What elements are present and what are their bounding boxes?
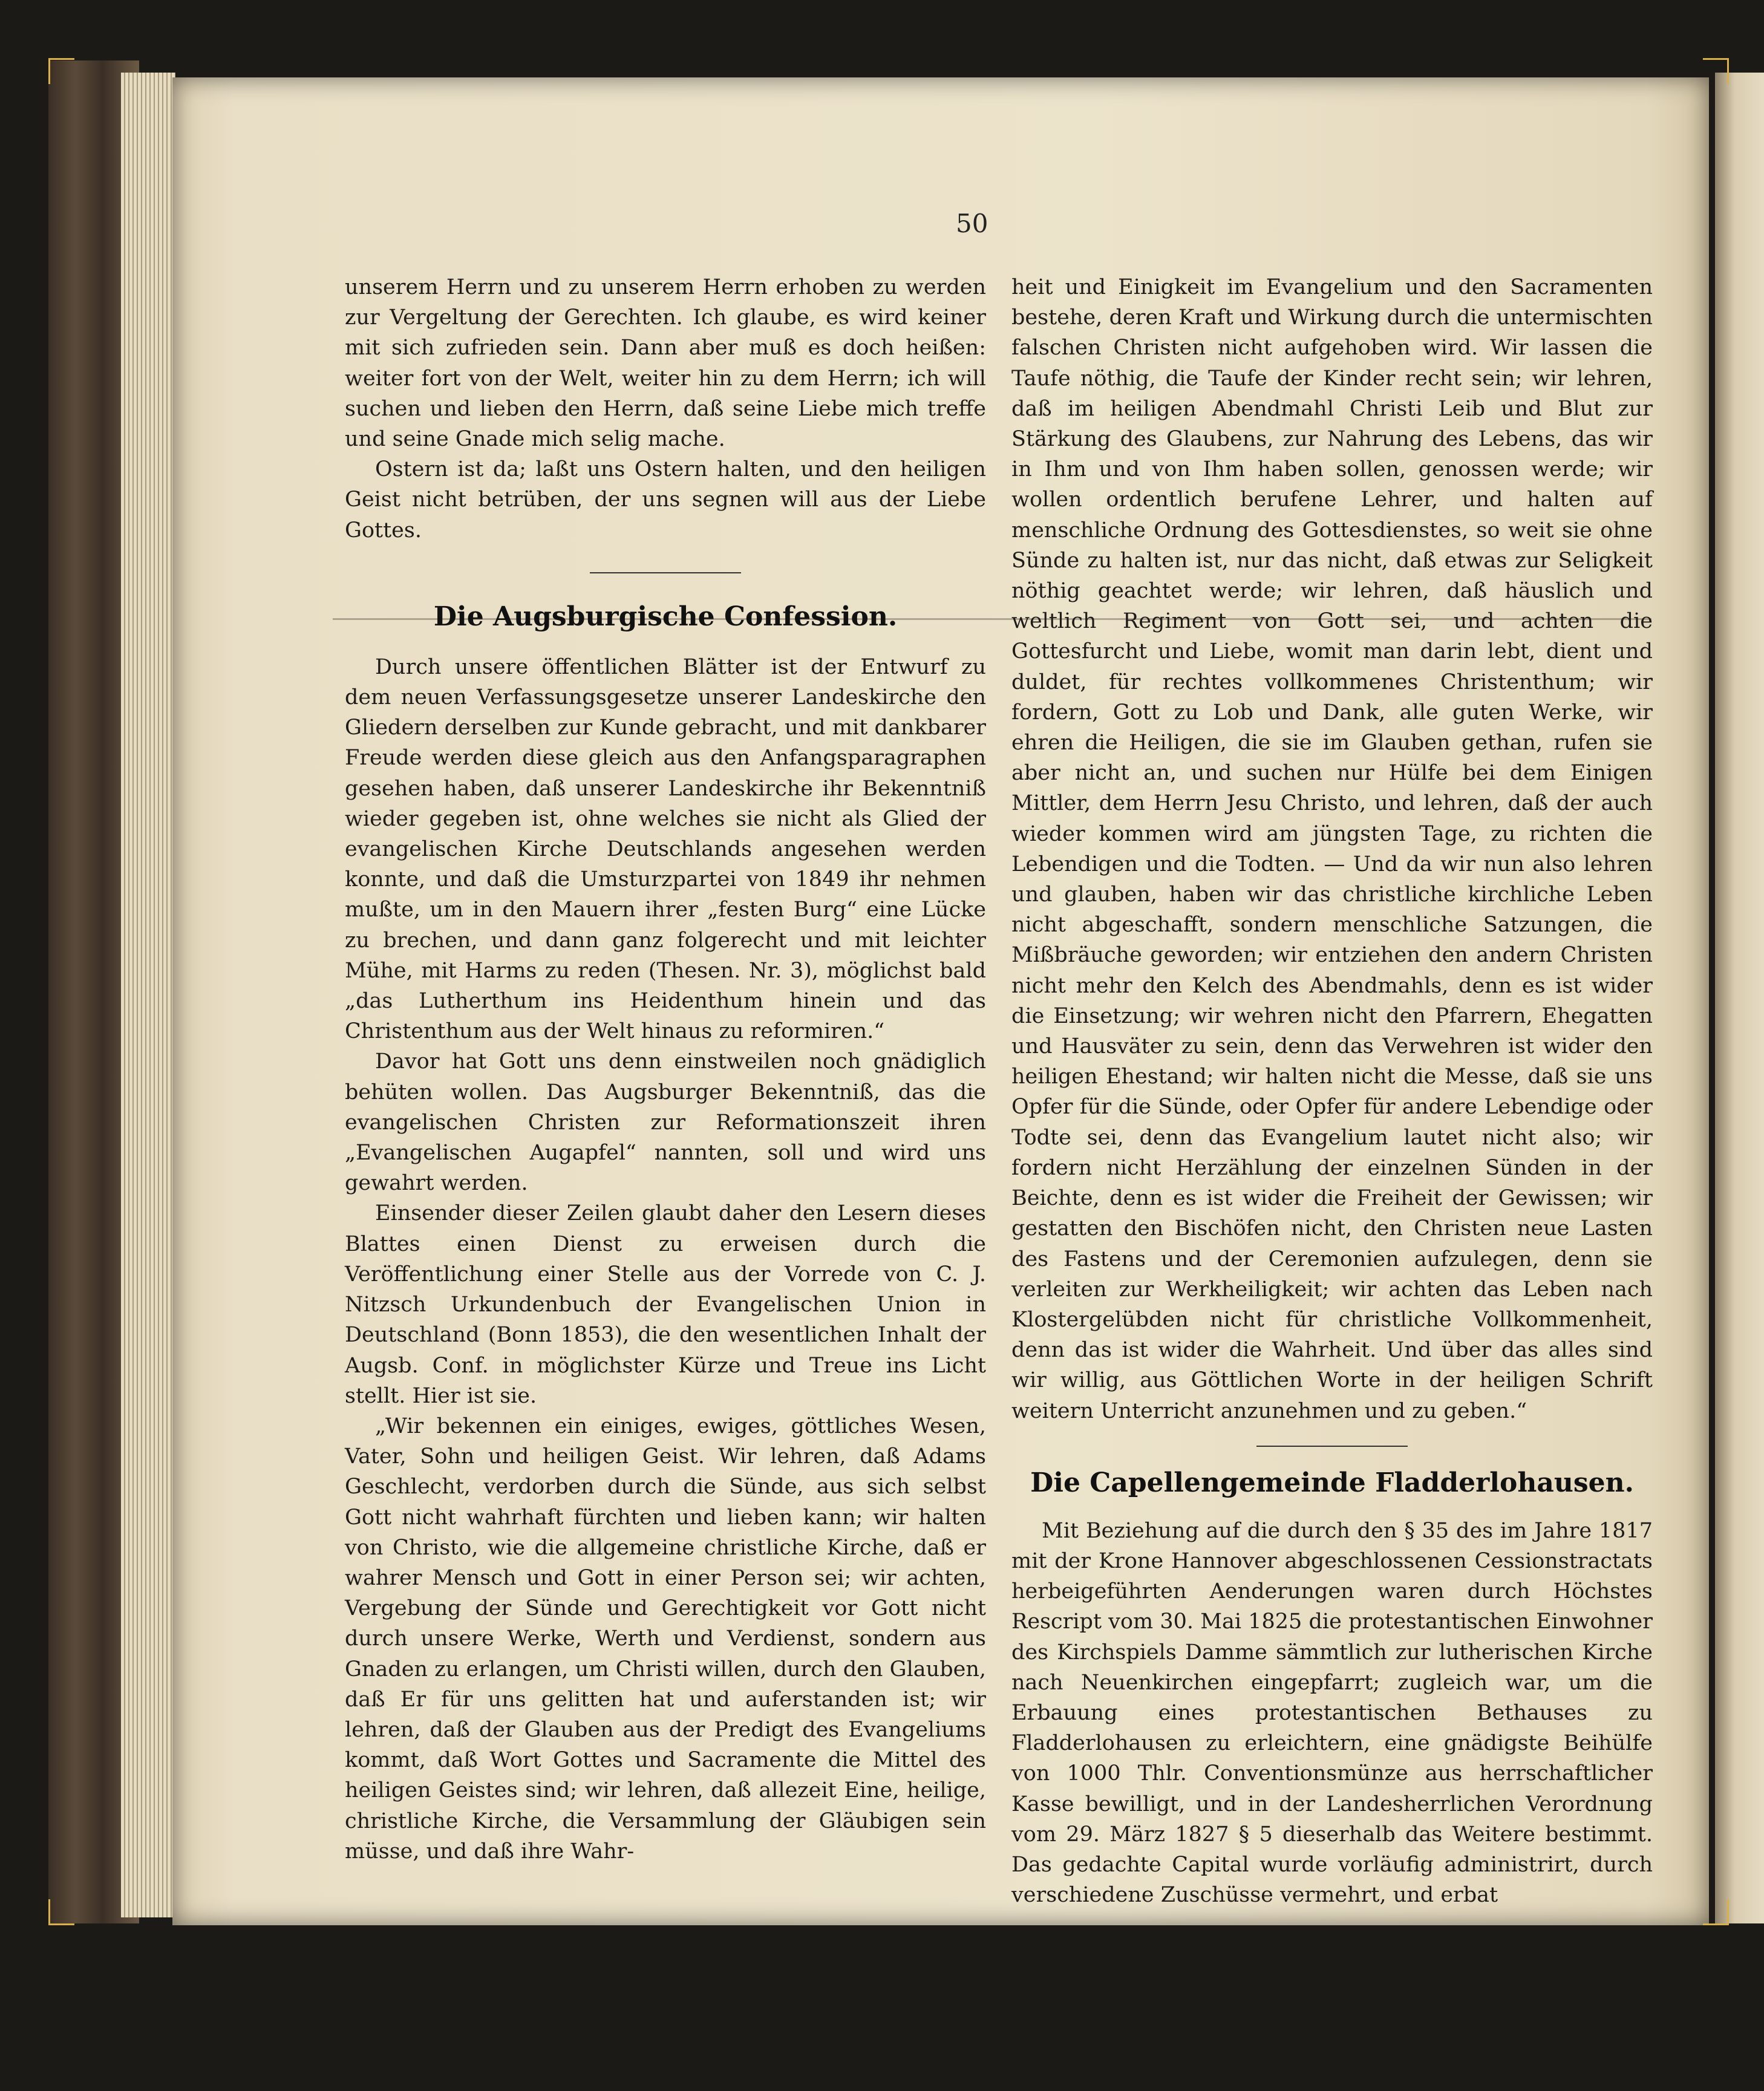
scan-corner-mark <box>1703 1899 1729 1925</box>
continued-paragraph: heit und Einigkeit im Evangelium und den Sacramenten bestehe, deren Kraft und Wirkung durch die untermischten falschen Christen nicht aufgehoben wird. Wir lassen die Taufe nöthig, die Taufe der Kinder recht sein; wir lehren, daß im heiligen Abendmahl Christi Leib und Blut zur Stärkung des Glaubens, zur Nahrung des Lebens, das wir in Ihm und von Ihm haben sollen, genossen werde; wir wollen ordentlich berufene Lehrer, und halten auf menschliche Ordnung des Gottesdienstes, so weit sie ohne Sünde zu halten ist, nur das nicht, daß etwas zur Seligkeit nöthig geachtet werde; wir lehren, daß häuslich und weltlich Regiment von Gott sei, und achten die Gottesfurcht und Liebe, womit man darin lebt, dient und duldet, für rechtes vollkommenes Christenthum; wir fordern, Gott zu Lob und Dank, alle guten Werke, wir ehren die Heiligen, die sie im Glauben gethan, rufen sie aber nicht an, und suchen nur Hülfe bei dem Einigen Mittler, dem Herrn Jesu Christo, und lehren, daß der auch wieder kommen wird am jüngsten Tage, zu richten die Lebendigen und die Todten. — Und da wir nun also lehren und glauben, haben wir das christliche kirchliche Leben nicht abgeschafft, sondern menschliche Satzungen, die Mißbräuche geworden; wir entziehen den andern Christen nicht mehr den Kelch des Abendmahls, denn es ist wider die Einsetzung; wir wehren nicht den Pfarrern, Ehegatten und Hausväter zu sein, denn das Verwehren ist wider den heiligen Ehestand; wir halten nicht die Messe, daß sie uns Opfer für die Sünde, oder Opfer für andere Lebendige oder Todte sei, denn das Evangelium lautet nicht also; wir fordern nicht Herzählung der einzelnen Sünden in der Beichte, denn es ist wider die Freiheit der Gewissen; wir gestatten den Bischöfen nicht, den Christen neue Lasten des Fastens und der Ceremonien aufzulegen, denn sie verleiten zur Werkheiligkeit; wir achten das Leben nach Klostergelübden nicht für christliche Vollkommenheit, denn das ist wider die Wahrheit. Und über das alles sind wir willig, aus Göttlichen Worte in der heiligen Schrift weitern Unterricht anzunehmen und zu geben.“ <box>1011 275 1653 1423</box>
page-edges <box>121 73 175 1917</box>
right-column <box>1011 272 1653 1910</box>
article-paragraph: Mit Beziehung auf die durch den § 35 des im Jahre 1817 mit der Krone Hannover abgeschlossenen Cessionstractats herbeigeführten Aenderungen waren durch Höchstes Rescript vom 30. Mai 1825 die protestantischen Einwohner des Kirchspiels Damme sämmtlich zur lutherischen Kirche nach Neuenkirchen eingepfarrt; zugleich war, um die Erbauung eines protestantischen Bethauses zu Fladderlohausen zu erleichtern, eine gnädigste Beihülfe von 1000 Thlr. Conventionsmünze aus herrschaftlicher Kasse bewilligt, und in der Landesherrlichen Verordnung vom 29. März 1827 § 5 dieserhalb das Weitere bestimmt. Das gedachte Capital wurde vorläufig administrirt, durch verschiedene Zuschüsse vermehrt, und erbat <box>1011 1518 1653 1908</box>
left-column <box>345 272 986 1867</box>
scan-corner-mark <box>48 58 74 84</box>
article-paragraph: Davor hat Gott uns denn einstweilen noch gnädiglich behüten wollen. Das Augsburger Bekenntniß, das die evangelischen Christen zur Reformationszeit ihren „Evangelischen Augapfel“ nannten, soll und wird uns gewahrt werden. <box>345 1049 986 1196</box>
section-separator <box>1256 1446 1408 1447</box>
article-paragraph: Einsender dieser Zeilen glaubt daher den Lesern dieses Blattes einen Dienst zu erweisen durch die Veröffentlichung einer Stelle aus der Vorrede von C. J. Nitzsch Urkundenbuch der Evangelischen Union in Deutschland (Bonn 1853), die den wesentlichen Inhalt der Augsb. Conf. in möglichster Kürze und Treue ins Licht stellt. Hier ist sie. <box>345 1201 986 1408</box>
scan-corner-mark <box>1703 58 1729 84</box>
intro-paragraph: Ostern ist da; laßt uns Ostern halten, und den heiligen Geist nicht betrüben, der uns segnen will aus der Liebe Gottes. <box>345 457 986 543</box>
section-separator <box>590 572 741 573</box>
scan-corner-mark <box>48 1899 74 1925</box>
next-page-edge <box>1715 73 1764 1923</box>
article-title: Die Augsburgische Confession. <box>433 601 898 632</box>
article-title: Die Capellengemeinde Fladderlohausen. <box>1030 1467 1634 1498</box>
intro-paragraph: unserem Herrn und zu unserem Herrn erhoben zu werden zur Vergeltung der Gerechten. Ich glaube, es wird keiner mit sich zufrieden sein. Dann aber muß es doch heißen: weiter fort von der Welt, weiter hin zu dem Herrn; ich will suchen und lieben den Herrn, daß seine Liebe mich treffe und seine Gnade mich selig mache. <box>345 275 986 452</box>
article-paragraph: Durch unsere öffentlichen Blätter ist der Entwurf zu dem neuen Verfassungsgesetze unserer Landeskirche den Gliedern derselben zur Kunde gebracht, und mit dankbarer Freude werden diese gleich aus den Anfangsparagraphen gesehen haben, daß unserer Landeskirche ihr Bekenntniß wieder gegeben ist, ohne welches sie nicht als Glied der evangelischen Kirche Deutschlands angesehen werden konnte, und daß die Umsturzpartei von 1849 ihr nehmen mußte, um in den Mauern ihrer „festen Burg“ eine Lücke zu brechen, und dann ganz folgerecht und mit leichter Mühe, mit Harms zu reden (Thesen. Nr. 3), möglichst bald „das Lutherthum ins Heidenthum hinein und das Christenthum aus der Welt hinaus zu reformiren.“ <box>345 654 986 1044</box>
article-paragraph: „Wir bekennen ein einiges, ewiges, göttliches Wesen, Vater, Sohn und heiligen Geist. Wir lehren, daß Adams Geschlecht, verdorben durch die Sünde, aus sich selbst Gott nicht wahrhaft fürchten und lieben kann; wir halten von Christo, wie die allgemeine christliche Kirche, daß er wahrer Mensch und Gott in einer Person sei; wir achten, Vergebung der Sünde und Gerechtigkeit vor Gott nicht durch unsere Werke, Werth und Verdienst, sondern aus Gnaden zu erlangen, um Christi willen, durch den Glauben, daß Er für uns gelitten hat und auferstanden ist; wir lehren, daß der Glauben aus der Predigt des Evangeliums kommt, daß Wort Gottes und Sacramente die Mittel des heiligen Geistes sind; wir lehren, daß allezeit Eine, heilige, christliche Kirche, die Versammlung der Gläubigen sein müsse, und daß ihre Wahr- <box>345 1414 986 1864</box>
page-number: 50 <box>956 209 988 238</box>
